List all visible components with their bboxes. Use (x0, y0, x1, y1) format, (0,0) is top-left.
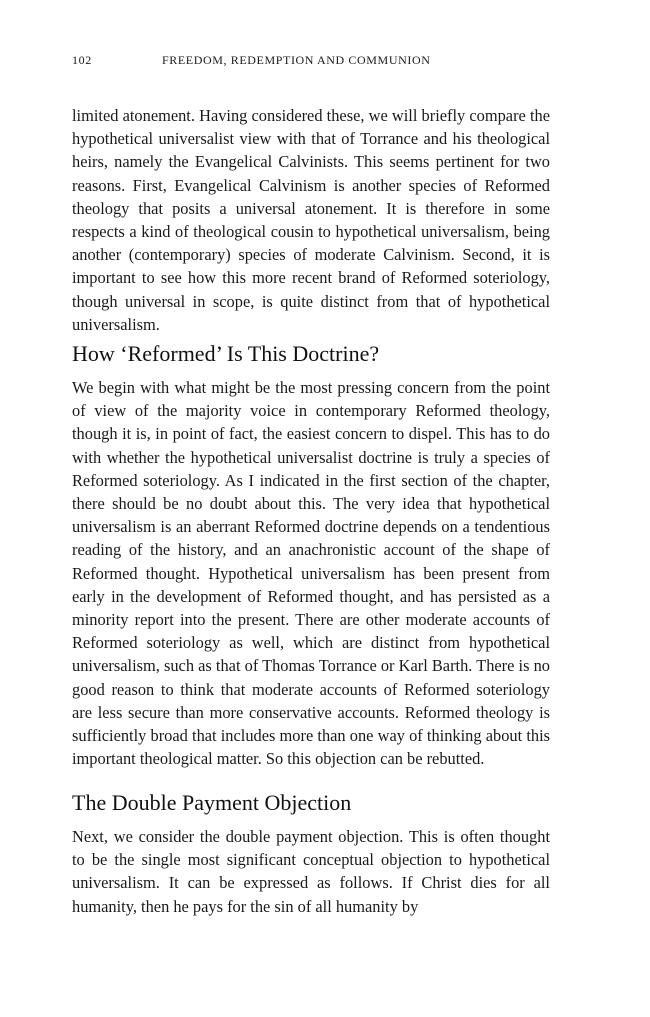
section-heading-reformed-doctrine: How ‘Reformed’ Is This Doctrine? (72, 341, 380, 366)
paragraph-double-payment: Next, we consider the double payment objection. This is often thought to be the single most significant conceptual objection to hypothetical universalism. It can be expressed as follows. If Christ dies for all humanity, then he pays for the sin of all humanity by (72, 827, 550, 916)
running-title: FREEDOM, REDEMPTION AND COMMUNION (162, 53, 431, 67)
page-number: 102 (72, 53, 92, 67)
paragraph-reformed-concern: We begin with what might be the most pressing concern from the point of view of the majority voice in contemporary Reformed theology, though it is, in point of fact, the easiest concern to dispel. This has to do with whether the hypothetical universalist doctrine is truly a species of Reformed soteriology. As I indicated in the first section of the chapter, there should be no doubt about this. The very idea that hypothetical universalism is an aberrant Reformed doctrine depends on a tendentious reading of the history, and an anachronistic account of the shape of Reformed thought. Hypothetical universalism has been present from early in the development of Reformed thought, and has persisted as a minority report into the present. There are other moderate accounts of Reformed soteriology as well, which are distinct from hypothetical universalism, such as that of Thomas Torrance or Karl Barth. There is no good reason to think that moderate accounts of Reformed soteriology are less secure than more conservative accounts. Reformed theology is sufficiently broad that includes more than one way of thinking about this important theological matter. So this objection can be rebutted. (72, 378, 550, 769)
section-heading-double-payment: The Double Payment Objection (72, 790, 352, 815)
paragraph-limited-atonement: limited atonement. Having considered these, we will briefly compare the hypothetical universalist view with that of Torrance and his theological heirs, namely the Evangelical Calvinists. This seems pertinent for two reasons. First, Evangelical Calvinism is another species of Reformed theology that posits a universal atonement. It is therefore in some respects a kind of theological cousin to hypothetical universalism, being another (contemporary) species of moderate Calvinism. Second, it is important to see how this more recent brand of Reformed soteriology, though universal in scope, is quite distinct from that of hypothetical universalism. (72, 106, 550, 334)
running-head (72, 53, 550, 71)
